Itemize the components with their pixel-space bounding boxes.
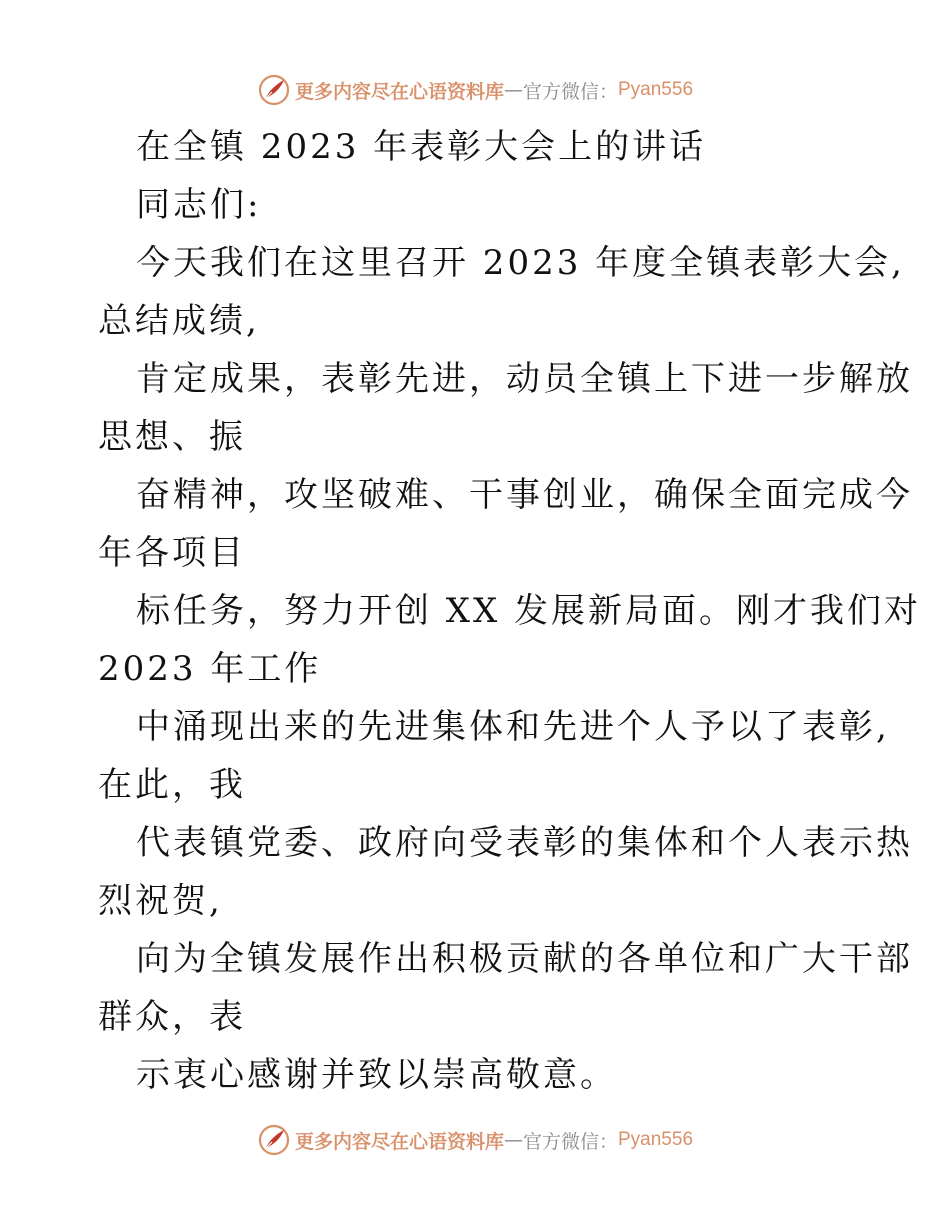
quill-logo-icon [257, 1123, 291, 1157]
document-line: 中涌现出来的先进集体和先进个人予以了表彰, [136, 707, 890, 747]
document-line: 代表镇党委、政府向受表彰的集体和个人表示热 [136, 823, 913, 863]
document-line: 烈祝贺, [98, 881, 223, 921]
document-line: 2023 年工作 [98, 649, 322, 689]
watermark-label: 官方微信： [522, 1130, 618, 1153]
document-line: 年各项目 [98, 533, 246, 573]
document-line: 今天我们在这里召开 2023 年度全镇表彰大会, [136, 243, 905, 283]
document-line: 群众，表 [98, 997, 246, 1037]
watermark-wechat-id: Pyan556 [618, 1129, 694, 1150]
document-line: 肯定成果，表彰先进，动员全镇上下进一步解放 [136, 359, 913, 399]
document-line: 同志们: [136, 185, 262, 225]
document-line: 总结成绩, [98, 301, 260, 341]
document-body [98, 118, 922, 1104]
document-line: 奋精神，攻坚破难、干事创业，确保全面完成今 [136, 475, 913, 515]
watermark-wechat-id: Pyan556 [618, 79, 694, 100]
document-line: 标任务，努力开创 XX 发展新局面。刚才我们对 [136, 591, 922, 631]
document-line: 向为全镇发展作出积极贡献的各单位和广大干部 [136, 939, 913, 979]
document-line: 在全镇 2023 年表彰大会上的讲话 [136, 127, 707, 167]
watermark-label: 官方微信： [522, 80, 618, 103]
quill-logo-icon [257, 73, 291, 107]
document-line: 在此，我 [98, 765, 246, 805]
document-line: 示衷心感谢并致以崇高敬意。 [136, 1055, 617, 1095]
watermark-separator: — [503, 79, 523, 101]
footer-watermark [0, 1120, 950, 1160]
header-watermark [0, 70, 950, 110]
watermark-separator: — [503, 1129, 523, 1151]
watermark-brand: 更多内容尽在心语资料库 [294, 1130, 504, 1153]
watermark-brand: 更多内容尽在心语资料库 [294, 80, 504, 103]
document-line: 思想、振 [98, 417, 246, 457]
